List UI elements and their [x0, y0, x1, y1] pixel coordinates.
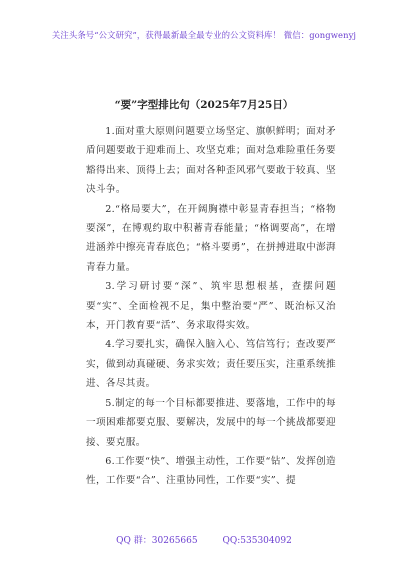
paragraph: 4.学习要扎实，确保入脑入心、笃信笃行；查改要严实，做到动真碰硬、务求实效；责任要压实，注重系统推进、各尽其责。: [86, 339, 336, 390]
paragraph: 5.制定的每一个目标都要推进、要落地，工作中的每一项困难都要克服、要解决，发展中的每一个挑战都要迎接、要克服。: [86, 397, 336, 448]
document-body: [86, 122, 336, 491]
header-banner: 关注头条号“公文研究”，获得最新最全最专业的公文资料库！ 微信：gongwenyj: [51, 30, 357, 40]
qq-number: QQ:535304092: [222, 536, 292, 546]
paragraph: 1.面对重大原则问题要立场坚定、旗帜鲜明；面对矛盾问题要敢于迎难而上、攻坚克难；面对急难险重任务要豁得出来、顶得上去；面对各种歪风邪气要敢于较真、坚决斗争。: [86, 126, 336, 196]
document-title: “要”字型排比句（2025年7月25日）: [114, 99, 294, 111]
paragraph: 6.工作要“快”、增强主动性，工作要“钻”、发挥创造性，工作要“合”、注重协同性，工作要“实”、提: [86, 455, 336, 487]
footer-banner: [0, 533, 408, 546]
paragraph: 3.学习研讨要“深”、筑牢思想根基，查摆问题要“实”、全面检视不足，集中整治要“严”、既治标又治本，开门教育要“活”、务求取得实效。: [86, 281, 336, 332]
paragraph: 2.“格局要大”，在开阔胸襟中彰显青春担当；“格物要深”，在博观约取中积蓄青春能量；“格调要高”，在增进涵养中擦亮青春底色；“格斗要勇”，在拼搏进取中澎湃青春力量。: [86, 203, 336, 273]
qq-group-number: QQ 群：30265665: [116, 536, 198, 546]
